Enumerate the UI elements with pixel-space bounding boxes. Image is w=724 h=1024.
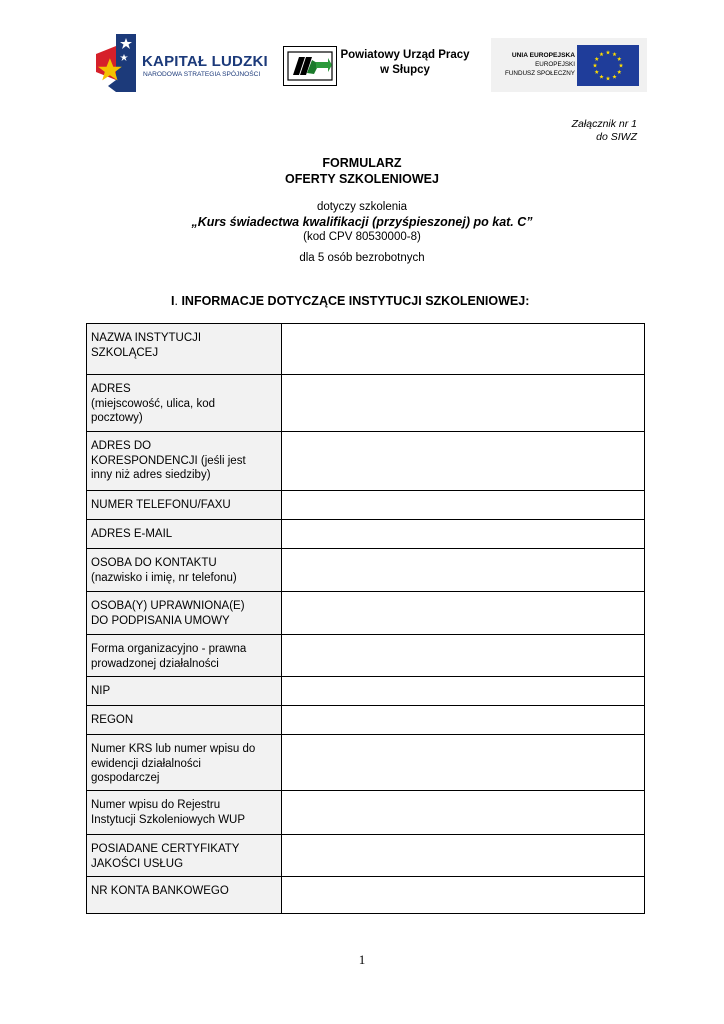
field-value[interactable] xyxy=(282,735,645,791)
section-title: INFORMACJE DOTYCZĄCE INSTYTUCJI SZKOLENIOWEJ: xyxy=(177,294,530,308)
training-cpv-code: (kod CPV 80530000-8) xyxy=(303,231,421,243)
field-label-line: (miejscowość, ulica, kod xyxy=(91,397,215,410)
field-label xyxy=(87,375,282,432)
field-label-line: KORESPONDENCJI (jeśli jest xyxy=(91,454,246,467)
field-value[interactable] xyxy=(282,549,645,592)
field-label xyxy=(87,677,282,706)
table-row xyxy=(87,375,645,432)
field-value[interactable] xyxy=(282,706,645,735)
labour-office-emblem-icon xyxy=(284,47,336,85)
table-row xyxy=(87,677,645,706)
table-row xyxy=(87,520,645,549)
eu-text-line1: UNIA EUROPEJSKA xyxy=(511,52,575,59)
labour-office-name-line1: Powiatowy Urząd Pracy xyxy=(340,49,470,61)
field-value[interactable] xyxy=(282,592,645,635)
field-value[interactable] xyxy=(282,375,645,432)
annex-line1: Załącznik nr 1 xyxy=(571,118,637,130)
table-row xyxy=(87,835,645,877)
field-label-line: ADRES xyxy=(91,383,131,395)
field-label-line: gospodarczej xyxy=(91,772,160,784)
kapital-ludzki-title: KAPITAŁ LUDZKI xyxy=(142,53,268,70)
field-label xyxy=(87,592,282,635)
field-label-line: Forma organizacyjno - prawna xyxy=(91,643,247,655)
table-row xyxy=(87,635,645,677)
training-concerns: dotyczy szkolenia xyxy=(316,201,408,213)
field-value[interactable] xyxy=(282,324,645,375)
form-title-line2: OFERTY SZKOLENIOWEJ xyxy=(285,172,439,186)
eu-logo xyxy=(491,38,647,92)
field-value[interactable] xyxy=(282,877,645,914)
field-label-line: pocztowy) xyxy=(91,412,143,424)
section-number: I xyxy=(171,294,175,308)
table-row xyxy=(87,549,645,592)
field-label-line: prowadzonej działalności xyxy=(91,657,219,670)
field-label xyxy=(87,491,282,520)
field-value[interactable] xyxy=(282,635,645,677)
field-value[interactable] xyxy=(282,835,645,877)
table-row xyxy=(87,324,645,375)
field-label-line: NAZWA INSTYTUCJI xyxy=(91,332,202,344)
training-name: „Kurs świadectwa kwalifikacji (przyśpieszonej) po kat. C” xyxy=(191,215,533,229)
annex-note xyxy=(572,118,637,144)
labour-office-logo xyxy=(283,46,337,86)
training-persons: dla 5 osób bezrobotnych xyxy=(299,252,425,264)
institution-info-table-body xyxy=(87,324,645,914)
eu-flag-icon xyxy=(577,45,639,86)
field-label-line: (nazwisko i imię, nr telefonu) xyxy=(91,571,237,584)
form-title-line1: FORMULARZ xyxy=(322,156,402,170)
field-label-line: inny niż adres siedziby) xyxy=(91,469,211,481)
field-label-line: OSOBA(Y) UPRAWNIONA(E) xyxy=(91,600,245,612)
field-label xyxy=(87,324,282,375)
kapital-ludzki-emblem-icon xyxy=(96,34,136,92)
section-number-dot: . xyxy=(174,294,178,308)
table-row xyxy=(87,432,645,491)
eu-text xyxy=(505,51,575,78)
field-label-line: POSIADANE CERTYFIKATY xyxy=(91,843,240,855)
field-label-line: ewidencji działalności xyxy=(91,757,201,770)
field-label-line: Instytucji Szkoleniowych WUP xyxy=(91,813,246,826)
eu-text-line2: EUROPEJSKI xyxy=(535,61,575,68)
field-label-line: SZKOLĄCEJ xyxy=(91,346,159,359)
field-label xyxy=(87,635,282,677)
field-label-line: Numer wpisu do Rejestru xyxy=(91,799,221,811)
field-label xyxy=(87,520,282,549)
table-row xyxy=(87,491,645,520)
field-value[interactable] xyxy=(282,791,645,835)
labour-office-name xyxy=(340,48,470,78)
field-value[interactable] xyxy=(282,677,645,706)
table-row xyxy=(87,791,645,835)
kapital-ludzki-logo xyxy=(96,34,276,92)
field-label-line: REGON xyxy=(91,714,134,726)
field-value[interactable] xyxy=(282,491,645,520)
field-label-line: JAKOŚCI USŁUG xyxy=(91,857,184,870)
field-label-line: NR KONTA BANKOWEGO xyxy=(91,885,229,897)
field-label-line: Numer KRS lub numer wpisu do xyxy=(91,743,256,755)
annex-line2: do SIWZ xyxy=(596,131,637,143)
field-label xyxy=(87,706,282,735)
table-row xyxy=(87,706,645,735)
labour-office-name-line2: w Słupcy xyxy=(380,64,430,76)
field-label xyxy=(87,791,282,835)
table-row xyxy=(87,877,645,914)
field-label xyxy=(87,877,282,914)
field-label-line: ADRES DO xyxy=(91,440,152,452)
field-label xyxy=(87,735,282,791)
field-label-line: NUMER TELEFONU/FAXU xyxy=(91,499,231,511)
field-label-line: ADRES E-MAIL xyxy=(91,528,173,540)
kapital-ludzki-subtitle: NARODOWA STRATEGIA SPÓJNOŚCI xyxy=(143,71,261,78)
field-label xyxy=(87,432,282,491)
table-row xyxy=(87,592,645,635)
eu-text-line3: FUNDUSZ SPOŁECZNY xyxy=(505,70,575,77)
field-label xyxy=(87,835,282,877)
institution-info-table xyxy=(86,323,645,914)
field-label-line: DO PODPISANIA UMOWY xyxy=(91,614,230,627)
field-label-line: OSOBA DO KONTAKTU xyxy=(91,557,217,569)
table-row xyxy=(87,735,645,791)
field-label xyxy=(87,549,282,592)
field-value[interactable] xyxy=(282,432,645,491)
page-number: 1 xyxy=(358,952,366,967)
section-heading xyxy=(171,294,529,308)
field-label-line: NIP xyxy=(91,685,111,697)
field-value[interactable] xyxy=(282,520,645,549)
